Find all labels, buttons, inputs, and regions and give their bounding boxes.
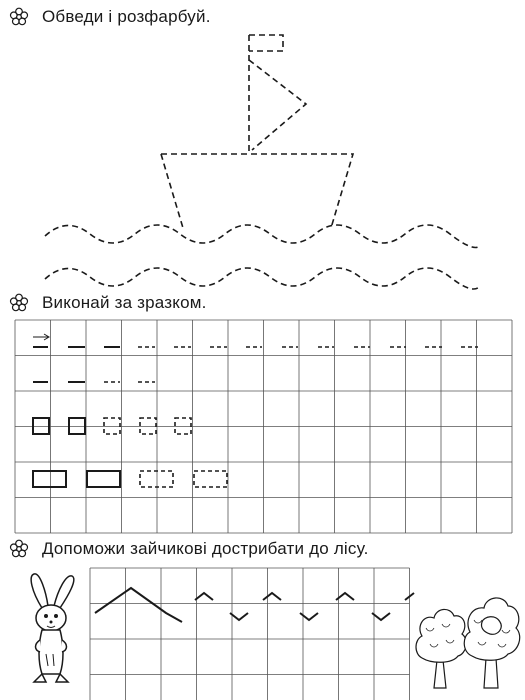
task-title: Обведи і розфарбуй. bbox=[42, 7, 211, 26]
task-follow-pattern bbox=[0, 290, 525, 520]
task-trace-boat bbox=[0, 4, 525, 294]
task-title: Виконай за зразком. bbox=[42, 293, 207, 312]
boat-outline bbox=[0, 4, 525, 294]
rabbit-drawing bbox=[20, 570, 80, 690]
pattern-row-3 bbox=[33, 418, 191, 434]
jump-path bbox=[95, 588, 182, 622]
task-rabbit-jumps bbox=[0, 536, 525, 700]
pattern-grid bbox=[0, 290, 525, 520]
trees-drawing bbox=[412, 570, 522, 690]
pattern-row-1 bbox=[33, 334, 478, 347]
task-title: Допоможи зайчикові дострибати до лісу. bbox=[42, 539, 369, 558]
pattern-row-4 bbox=[33, 471, 227, 487]
